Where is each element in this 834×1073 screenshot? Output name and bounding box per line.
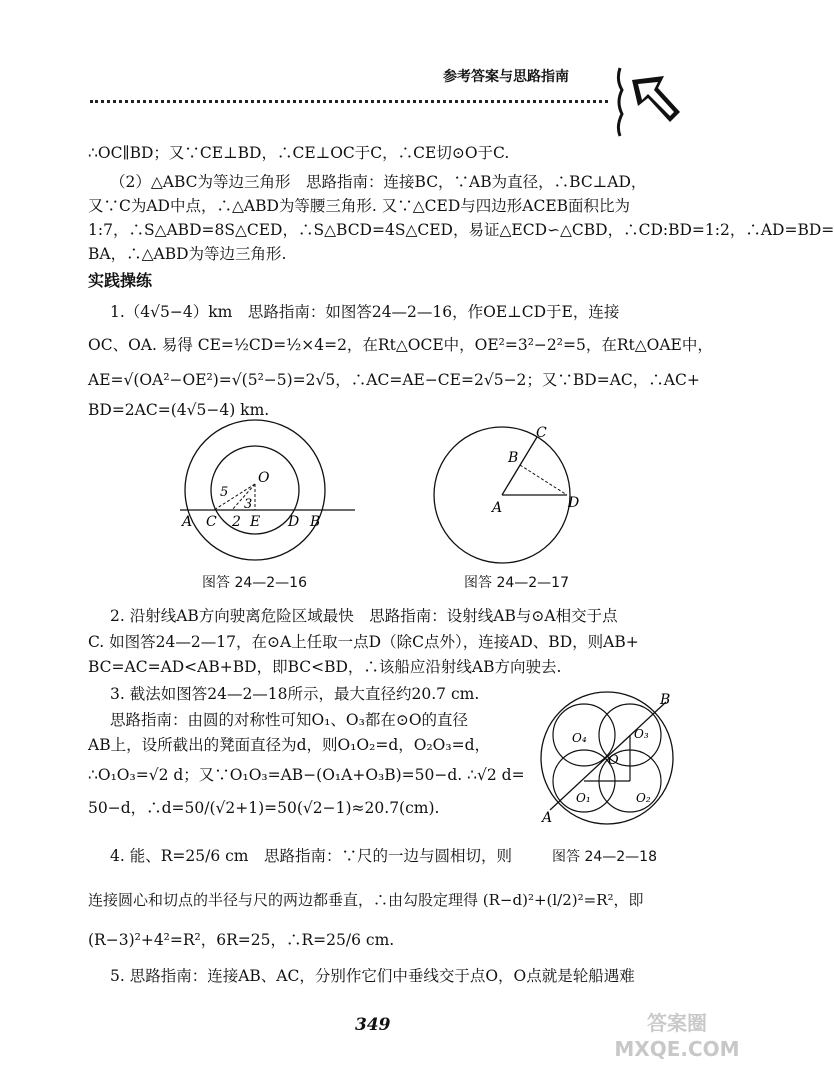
figure-24-2-16 — [170, 430, 360, 570]
label-O: O — [258, 470, 270, 486]
header-dotted-rule — [90, 100, 608, 103]
label-O: O — [608, 753, 619, 768]
label-2: 2 — [232, 514, 241, 530]
figure-caption: 图答 24—2—16 — [202, 575, 307, 591]
label-C: C — [536, 425, 547, 441]
label-A: A — [492, 500, 503, 516]
section-title: 实践操练 — [88, 271, 153, 290]
label-O1: O₁ — [576, 791, 591, 805]
label-O4: O₄ — [572, 731, 587, 745]
text-line: 5. 思路指南：连接AB、AC，分别作它们中垂线交于点O，O点就是轮船遇难 — [110, 967, 635, 985]
label-O2: O₂ — [636, 791, 651, 805]
label-D: D — [288, 514, 300, 530]
text-line: 思路指南：由圆的对称性可知O₁、O₃都在⊙O的直径 — [110, 711, 469, 729]
label-E: E — [250, 514, 261, 530]
label-3: 3 — [244, 497, 253, 512]
header-title: 参考答案与思路指南 — [443, 69, 569, 85]
text-line: ∴O₁O₃=√2 d；又∵O₁O₃=AB−(O₁A+O₃B)=50−d. ∴√2 d= — [88, 766, 525, 784]
text-line: 50−d，∴d=50/(√2+1)=50(√2−1)≈20.7(cm). — [88, 799, 440, 817]
text-line: 又∵C为AD中点，∴△ABD为等腰三角形. 又∵△CED与四边形ACEB面积比为 — [88, 197, 631, 215]
text-line: 1.（4√5−4）km 思路指南：如图答24—2—16，作OE⊥CD于E，连接 — [110, 303, 620, 321]
label-A: A — [182, 514, 193, 530]
text-line: C. 如图答24—2—17，在⊙A上任取一点D（除C点外），连接AD、BD，则AB+ — [88, 633, 639, 651]
figure-24-2-17 — [430, 425, 590, 570]
text-line: AB上，设所截出的凳面直径为d，则O₁O₂=d，O₂O₃=d， — [88, 736, 491, 754]
text-line: （2）△ABC为等边三角形 思路指南：连接BC，∵AB为直径，∴BC⊥AD， — [110, 173, 647, 191]
text-line: 1:7，∴S△ABD=8S△CED，∴S△BCD=4S△CED，易证△ECD∽△CBD，∴CD:BD=1:2，∴AD=BD= — [88, 221, 834, 239]
label-B: B — [310, 514, 321, 530]
text-line: 2. 沿射线AB方向驶离危险区域最快 思路指南：设射线AB与⊙A相交于点 — [110, 607, 618, 625]
label-5: 5 — [220, 485, 229, 500]
text-line: OC、OA. 易得 CE=½CD=½×4=2，在Rt△OCE中，OE²=3²−2²=5，在Rt△OAE中， — [88, 336, 713, 354]
text-line: BD=2AC=(4√5−4) km. — [88, 401, 270, 419]
text-line: BA，∴△ABD为等边三角形. — [88, 245, 287, 263]
page-number: 349 — [355, 1015, 391, 1035]
text-line: 连接圆心和切点的半径与尺的两边都垂直，∴由勾股定理得 (R−d)²+(l/2)²=R²，即 — [88, 891, 644, 909]
figure-24-2-18 — [532, 690, 682, 830]
text-line: AE=√(OA²−OE²)=√(5²−5)=2√5，∴AC=AE−CE=2√5−2；又∵BD=AC，∴AC+ — [88, 371, 700, 389]
watermark: 答案圈 MXQE.COM — [614, 1011, 740, 1061]
text-line: BC=AC=AD<AB+BD，即BC<BD，∴该船应沿射线AB方向驶去. — [88, 658, 562, 676]
label-B: B — [508, 450, 519, 466]
label-D: D — [568, 495, 580, 511]
label-B: B — [660, 692, 671, 708]
label-O3: O₃ — [634, 727, 649, 741]
arrow-icon — [606, 60, 686, 140]
figure-caption: 图答 24—2—18 — [552, 849, 657, 865]
label-A: A — [542, 810, 553, 826]
text-line: ∴OC∥BD；又∵CE⊥BD，∴CE⊥OC于C，∴CE切⊙O于C. — [88, 144, 510, 162]
text-line: (R−3)²+4²=R²，6R=25，∴R=25/6 cm. — [88, 931, 395, 949]
text-line: 3. 截法如图答24—2—18所示，最大直径约20.7 cm. — [110, 685, 480, 703]
text-line: 4. 能、R=25/6 cm 思路指南：∵尺的一边与圆相切，则 — [110, 847, 512, 865]
label-C: C — [206, 514, 217, 530]
figure-caption: 图答 24—2—17 — [464, 575, 569, 591]
